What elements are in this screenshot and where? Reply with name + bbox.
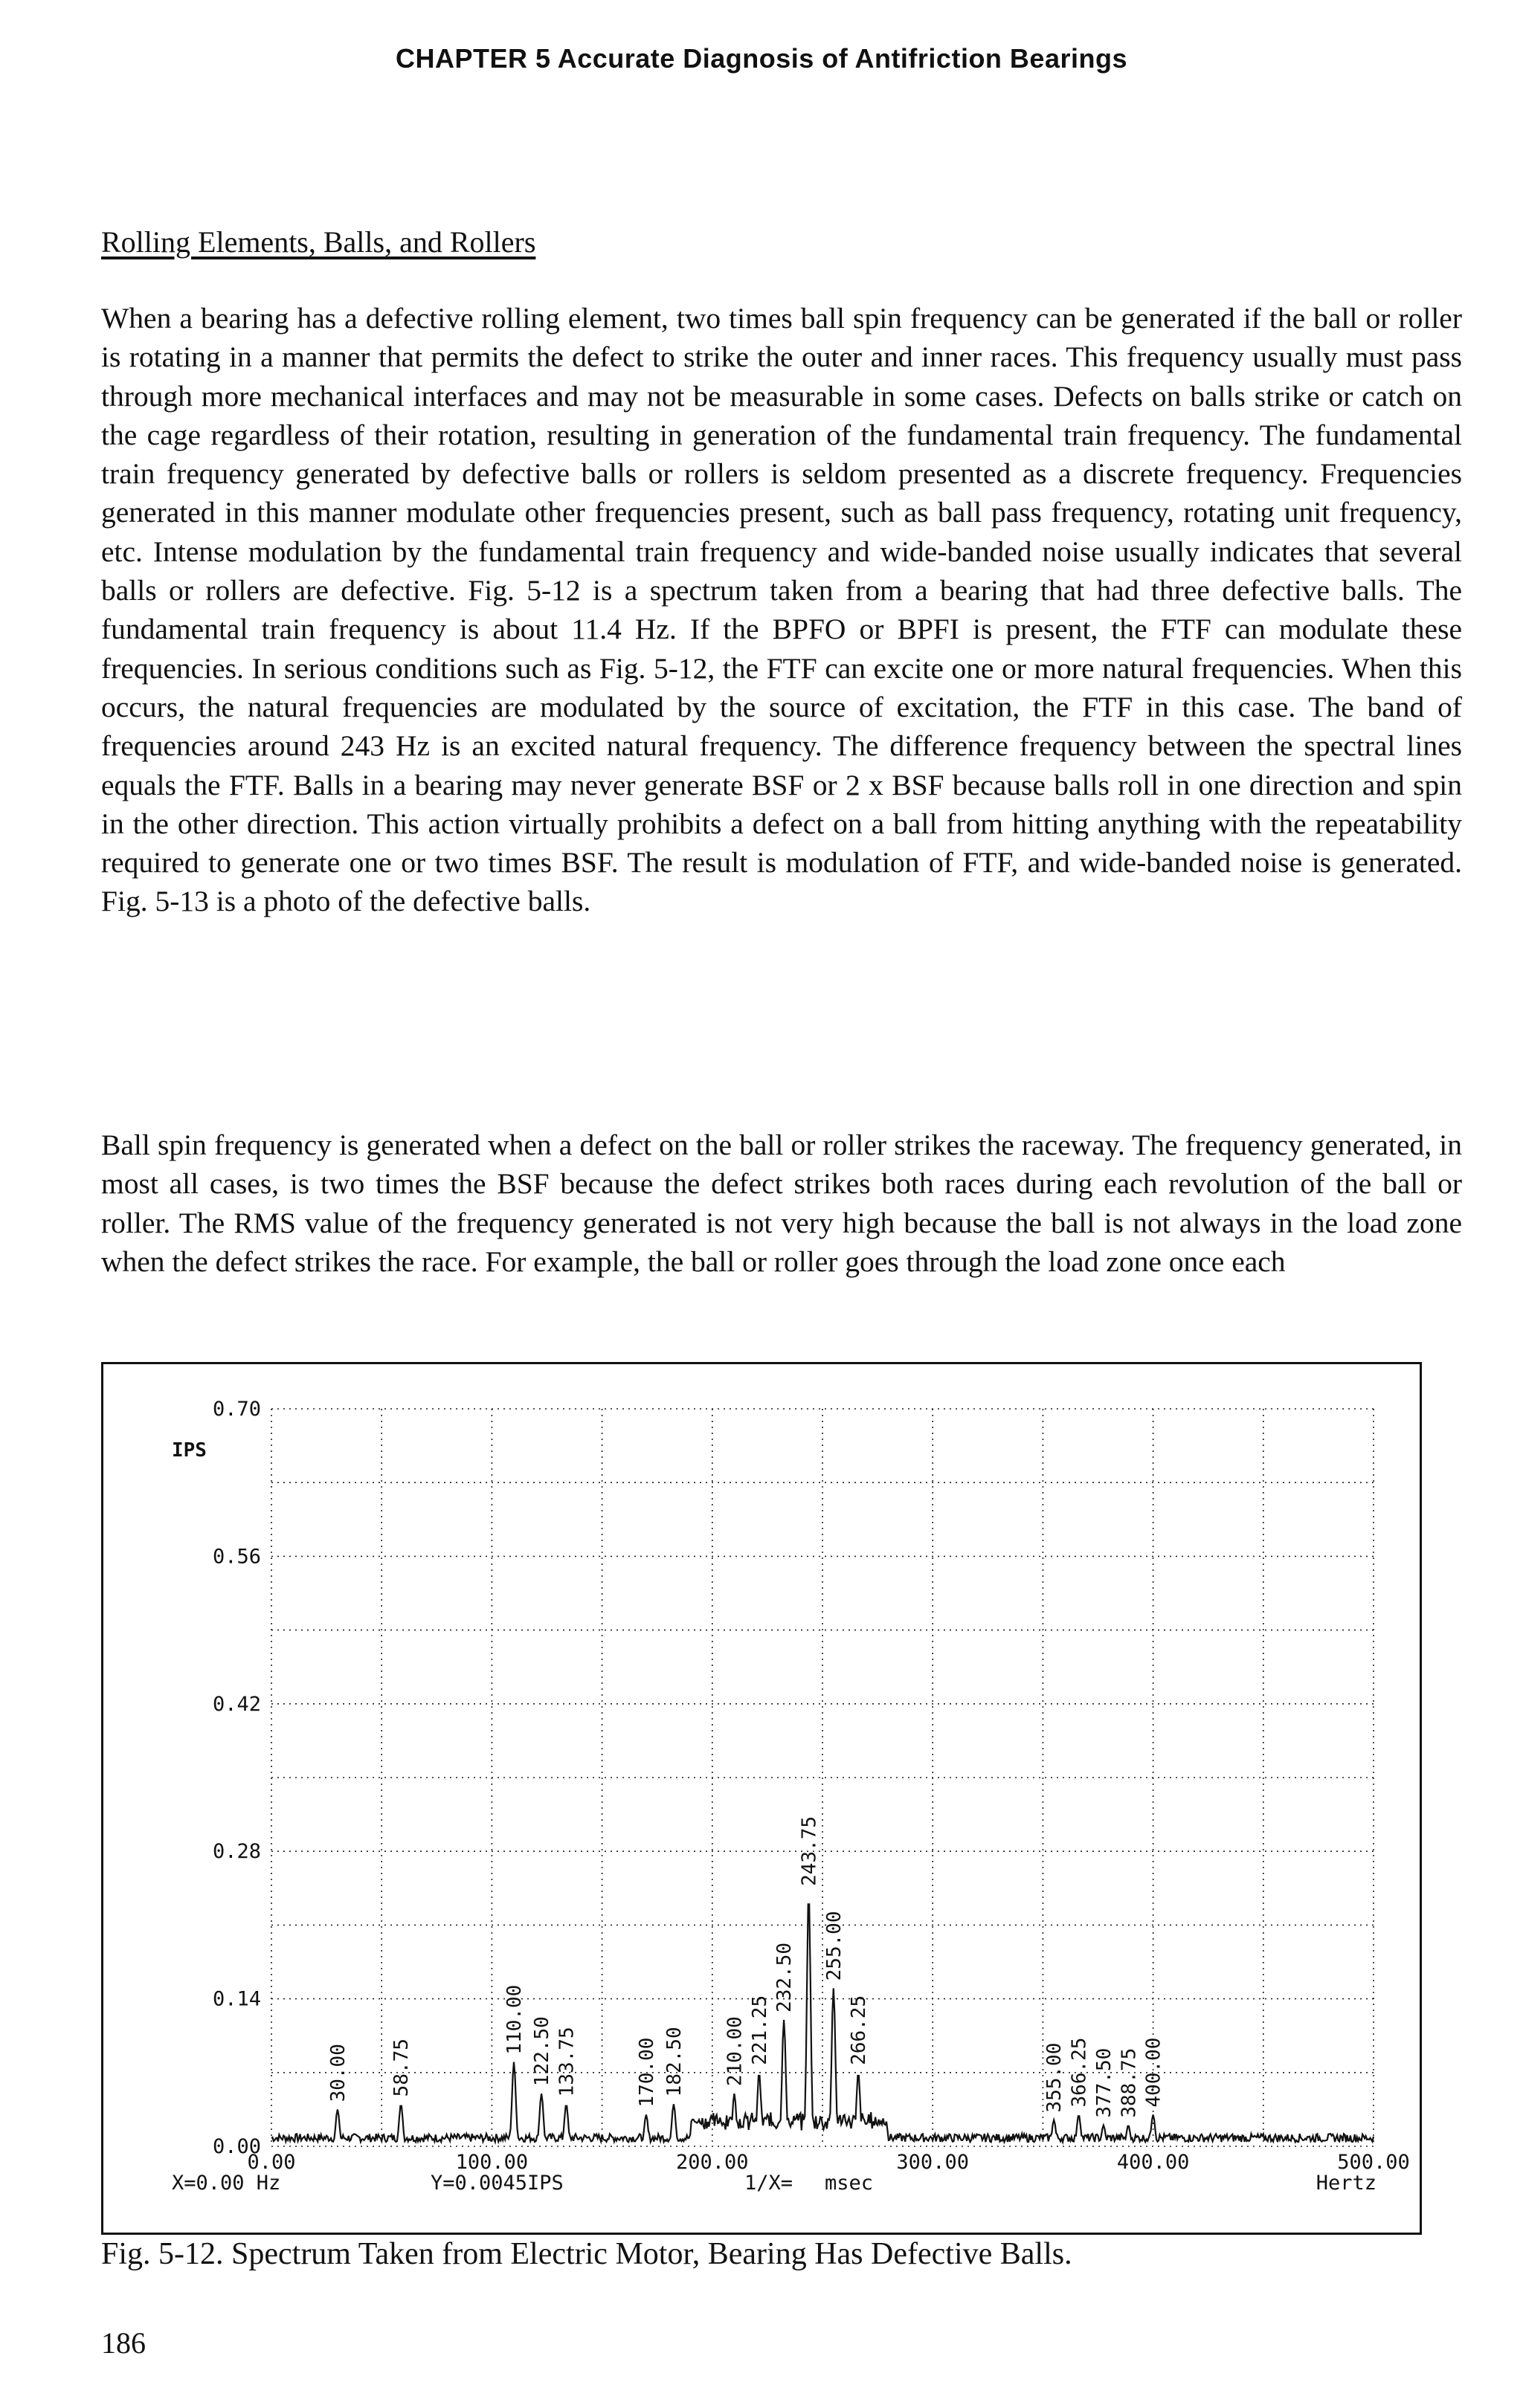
readout-inverse: 1/X=	[744, 2172, 793, 2195]
peak-label: 355.00	[1043, 2042, 1066, 2113]
peak-label: 221.25	[748, 1995, 771, 2065]
peak-label: 122.50	[531, 2016, 554, 2087]
peak-label: 232.50	[773, 1943, 796, 2012]
figure-5-12	[101, 1362, 1422, 2235]
peak-label: 170.00	[635, 2037, 658, 2108]
x-axis-ticks	[247, 2151, 1409, 2174]
x-tick-label: 400.00	[1116, 2151, 1190, 2174]
peak-label: 255.00	[822, 1911, 846, 1981]
chart-grid	[271, 1409, 1374, 2146]
peak-label: 182.50	[663, 2027, 686, 2097]
peak-label: 400.00	[1142, 2037, 1165, 2108]
x-tick-label: 200.00	[676, 2151, 749, 2174]
x-axis-label: Hertz	[1316, 2172, 1377, 2195]
x-tick-label: 500.00	[1337, 2151, 1410, 2174]
y-tick-label: 0.56	[212, 1545, 261, 1569]
readout-x: X=0.00 Hz	[172, 2172, 281, 2195]
section-title: Rolling Elements, Balls, and Rollers	[101, 225, 536, 259]
peak-label: 110.00	[503, 1984, 527, 2055]
readout-y: Y=0.0045IPS	[431, 2172, 564, 2195]
x-tick-label: 100.00	[455, 2151, 529, 2174]
x-tick-label: 0.00	[247, 2151, 296, 2174]
y-tick-label: 0.14	[212, 1987, 261, 2011]
peak-label: 133.75	[556, 2027, 579, 2097]
y-tick-label: 0.00	[212, 2135, 261, 2158]
y-tick-label: 0.42	[212, 1692, 261, 1716]
peak-label: 377.50	[1092, 2047, 1115, 2118]
peak-label: 388.75	[1118, 2047, 1141, 2118]
peak-label: 58.75	[390, 2039, 413, 2097]
y-axis-label: IPS	[172, 1439, 207, 1462]
spectrum-chart	[103, 1364, 1424, 2237]
readout-inverse-unit: msec	[825, 2172, 874, 2195]
chapter-header: CHAPTER 5 Accurate Diagnosis of Antifriction Bearings	[396, 43, 1127, 74]
figure-caption: Fig. 5-12. Spectrum Taken from Electric Motor, Bearing Has Defective Balls.	[101, 2237, 1072, 2271]
y-axis-ticks	[213, 1398, 261, 2158]
peak-label: 210.00	[724, 2016, 747, 2087]
peak-label: 30.00	[326, 2044, 350, 2102]
page-number: 186	[101, 2326, 146, 2360]
peak-label: 366.25	[1068, 2037, 1091, 2108]
paragraph-1: When a bearing has a defective rolling element, two times ball spin frequency can be generated if the ball or roller is rotating in a manner that permits the defect to strike the outer and inner races. This frequency usually must pass through more mechanical interfaces and may not be measurable in some cases. Defects on balls strike or catch on the cage regardless of their rotation, resulting in generation of the fundamental train frequency. The fundamental train frequency generated by defective balls or rollers is seldom presented as a discrete frequency. Frequencies generated in this manner modulate other frequencies present, such as ball pass frequency, rotating unit frequency, etc. Intense modulation by the fundamental train frequency and wide-banded noise usually indicates that several balls or rollers are defective. Fig. 5-12 is a spectrum taken from a bearing that had three defective balls. The fundamental train frequency is about 11.4 Hz. If the BPFO or BPFI is present, the FTF can modulate these frequencies. In serious conditions such as Fig. 5-12, the FTF can excite one or more natural frequencies. When this occurs, the natural frequencies are modulated by the source of excitation, the FTF in this case. The band of frequencies around 243 Hz is an excited natural frequency. The difference frequency between the spectral lines equals the FTF. Balls in a bearing may never generate BSF or 2 x BSF because balls roll in one direction and spin in the other direction. This action virtually prohibits a defect on a ball from hitting anything with the repeatability required to generate one or two times BSF. The result is modulation of FTF, and wide-banded noise is generated. Fig. 5-13 is a photo of the defective balls.	[101, 302, 1462, 918]
peak-label: 243.75	[798, 1815, 821, 1886]
peak-label: 266.25	[848, 1995, 871, 2065]
y-tick-label: 0.70	[212, 1398, 261, 1421]
paragraph-2: Ball spin frequency is generated when a defect on the ball or roller strikes the raceway. The frequency generated, in most all cases, is two times the BSF because the defect strikes both races during each revolution of the ball or roller. The RMS value of the frequency generated is not very high because the ball is not always in the load zone when the defect strikes the race. For example, the ball or roller goes through the load zone once each	[101, 1129, 1462, 1278]
x-tick-label: 300.00	[896, 2151, 969, 2174]
y-tick-label: 0.28	[212, 1840, 261, 1864]
